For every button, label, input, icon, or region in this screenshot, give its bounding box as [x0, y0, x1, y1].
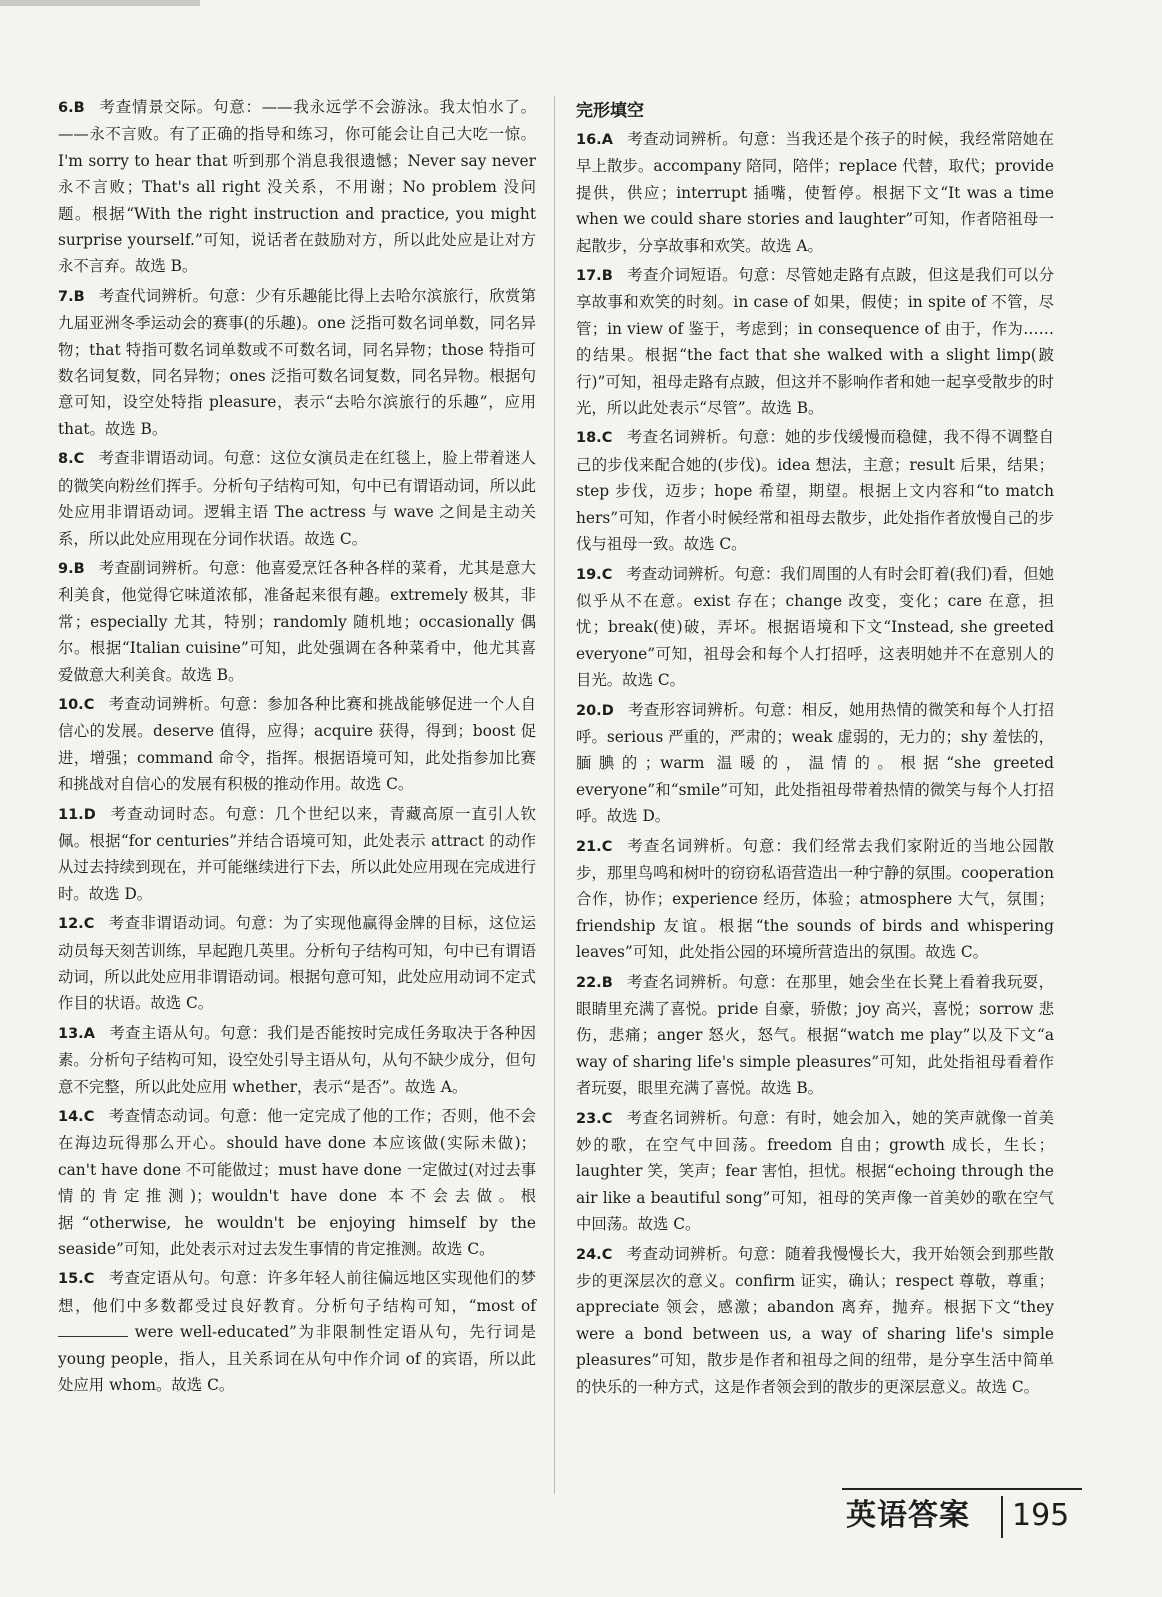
item-number: 11. — [58, 806, 84, 823]
item-explanation: 考查介词短语。句意：尽管她走路有点跛，但这是我们可以分享故事和欢笑的时刻。in case of 如果，假使；in spite of 不管，尽管；in view of 鉴于，考虑到；in consequence of 由于，作为……的结果。根据“the fact that she walked with a slight limp(跛行)”可知，祖母走路有点跛，但这并不影响作者和她一起享受散步的时光，所以此处表示“尽管”。故选 B。 — [576, 266, 1054, 418]
item-number: 19. — [576, 566, 602, 583]
item-explanation: 考查动词时态。句意：几个世纪以来，青藏高原一直引人钦佩。根据“for centuries”并结合语境可知，此处表示 attract 的动作从过去持续到现在，并可能继续进行下去，所以此处应用现在完成进行时。故选 D。 — [58, 804, 536, 903]
item-number: 10. — [58, 696, 84, 713]
item-answer: C — [601, 430, 613, 447]
item-number: 15. — [58, 1271, 84, 1288]
answer-item-10 — [58, 691, 536, 798]
answer-item-21 — [576, 833, 1054, 966]
item-explanation: 考查动词辨析。句意：随着我慢慢长大，我开始领会到那些散步的更深层次的意义。confirm 证实，确认；respect 尊敬，尊重；appreciate 领会，感激；abandon 离弃，抛弃。根据下文“they were a bond between us, a way of sharing life's simple pleasures”可知，散步是作者和祖母之间的纽带，是分享生活中简单的快乐的一种方式，这是作者领会到的散步的更深层意义。故选 C。 — [576, 1244, 1054, 1396]
item-number: 16. — [576, 132, 602, 148]
item-explanation: 考查动词辨析。句意：当我还是个孩子的时候，我经常陪她在早上散步。accompany 陪同，陪伴；replace 代替，取代；provide 提供，供应；interrupt 插嘴，使暂停。根据下文“It was a time when we could share stories and laughter”可知，作者陪祖母一起散步，分享故事和欢笑。故选 A。 — [576, 130, 1054, 255]
item-number: 8. — [58, 451, 74, 468]
item-explanation: 考查动词辨析。句意：参加各种比赛和挑战能够促进一个人自信心的发展。deserve 值得，应得；acquire 获得，得到；boost 促进，增强；command 命令，指挥。根据语境可知，此处指参加比赛和挑战对自信心的发展有积极的推动作用。故选 C。 — [58, 694, 536, 794]
item-explanation: 考查非谓语动词。句意：这位女演员走在红毯上，脸上带着迷人的微笑向粉丝们挥手。分析句子结构可知，句中已有谓语动词，所以此处应用非谓语动词。逻辑主语 The actress 与 wave 之间是主动关系，所以此处应用现在分词作状语。故选 C。 — [58, 449, 536, 548]
item-explanation: 考查代词辨析。句意：少有乐趣能比得上去哈尔滨旅行，欣赏第九届亚洲冬季运动会的赛事(的乐趣)。one 泛指可数名词单数，同名异物；that 特指可数名词单数或不可数名词，同名异物；those 特指可数名词复数，同名异物；ones 泛指可数名词复数，同名异物。根据句意可知，设空处特指 pleasure，表示“去哈尔滨旅行的乐趣”，应用 that。故选 B。 — [58, 286, 536, 438]
item-number: 24. — [576, 1246, 602, 1263]
answer-item-20 — [576, 697, 1054, 830]
answer-item-8 — [58, 445, 536, 552]
answer-item-17 — [576, 262, 1054, 421]
item-answer: B — [601, 974, 613, 991]
answer-item-16 — [576, 126, 1054, 259]
item-answer: D — [601, 702, 614, 719]
item-number: 14. — [58, 1109, 84, 1126]
item-answer: C — [83, 1271, 95, 1288]
item-explanation: 考查名词辨析。句意：在那里，她会坐在长凳上看着我玩耍，眼睛里充满了喜悦。pride 自豪，骄傲；joy 高兴，喜悦；sorrow 悲伤，悲痛；anger 怒火，怒气。根据“watch me play”以及下文“a way of sharing life's simple pleasures”可知，此处指祖母看着作者玩耍，眼里充满了喜悦。故选 B。 — [576, 972, 1054, 1098]
right-column — [576, 98, 1054, 1403]
item-answer: D — [83, 806, 96, 823]
item-number: 22. — [576, 974, 602, 991]
item-explanation-part1: 考查定语从句。句意：许多年轻人前往偏远地区实现他们的梦想，他们中多数都受过良好教育。分析句子结构可知，“most of — [58, 1269, 536, 1315]
answer-item-24 — [576, 1241, 1054, 1400]
item-answer: C — [601, 566, 613, 583]
item-answer: B — [601, 268, 613, 285]
answer-item-22 — [576, 969, 1054, 1102]
item-number: 20. — [576, 702, 602, 719]
answer-item-9 — [58, 555, 536, 688]
page-number: 195 — [1012, 1498, 1070, 1533]
section-title: 完形填空 — [576, 101, 644, 121]
item-answer: C — [601, 1246, 613, 1263]
answer-item-14 — [58, 1103, 536, 1262]
page-footer — [842, 1488, 1082, 1544]
item-number: 18. — [576, 430, 602, 447]
item-explanation: 考查名词辨析。句意：我们经常去我们家附近的当地公园散步，那里鸟鸣和树叶的窃窃私语营造出一种宁静的氛围。cooperation 合作，协作；experience 经历，体验；atmosphere 大气，氛围；friendship 友谊。根据“the sounds of birds and whispering leaves”可知，此处指公园的环境所营造出的氛围。故选 C。 — [576, 836, 1054, 962]
item-explanation: 考查名词辨析。句意：有时，她会加入，她的笑声就像一首美妙的歌，在空气中回荡。freedom 自由；growth 成长，生长；laughter 笑，笑声；fear 害怕，担忧。根据“echoing through the air like a beautiful song”可知，祖母的笑声像一首美妙的歌在空气中回荡。故选 C。 — [576, 1108, 1054, 1234]
item-answer: C — [83, 696, 95, 713]
item-number: 23. — [576, 1110, 602, 1127]
answer-item-19 — [576, 561, 1054, 694]
footer-rule — [842, 1488, 1082, 1490]
item-number: 7. — [58, 288, 74, 305]
item-explanation: 考查情景交际。句意：——我永远学不会游泳。我太怕水了。——永不言败。有了正确的指导和练习，你可能会让自己大吃一惊。I'm sorry to hear that 听到那个消息我很遗憾；Never say never 永不言败；That's all right 没关系，不用谢；No problem 没问题。根据“With the right instruction and practice, you might surprise yourself.”可知，说话者在鼓励对方，所以此处应是让对方永不言弃。故选 B。 — [58, 98, 536, 276]
fill-blank-line — [58, 1322, 128, 1337]
answer-item-12 — [58, 910, 536, 1017]
item-answer: A — [601, 132, 613, 148]
answer-item-18 — [576, 424, 1054, 557]
item-number: 17. — [576, 268, 602, 285]
item-explanation: 考查主语从句。句意：我们是否能按时完成任务取决于各种因素。分析句子结构可知，设空处引导主语从句，从句不缺少成分，但句意不完整，所以此处应用 whether，表示“是否”。故选 A。 — [58, 1023, 536, 1096]
item-number: 21. — [576, 838, 602, 855]
footer-title: 英语答案 — [846, 1498, 970, 1533]
item-answer: B — [73, 100, 85, 116]
item-number: 13. — [58, 1025, 84, 1042]
item-answer: B — [73, 288, 85, 305]
answer-item-6 — [58, 94, 536, 280]
item-explanation: 考查情态动词。句意：他一定完成了他的工作；否则，他不会在海边玩得那么开心。should have done 本应该做(实际未做)；can't have done 不可能做过；must have done 一定做过(对过去事情的肯定推测)；wouldn't have done 本不会去做。根据“otherwise, he wouldn't be enjoying himself by the seaside”可知，此处表示对过去发生事情的肯定推测。故选 C。 — [58, 1107, 536, 1259]
left-column — [58, 94, 536, 1402]
top-edge-rule — [0, 0, 200, 6]
answer-item-13 — [58, 1020, 536, 1100]
item-answer: B — [73, 560, 85, 577]
item-answer: C — [83, 916, 95, 933]
footer-separator — [1001, 1496, 1003, 1538]
column-divider — [554, 96, 555, 1494]
item-explanation: 考查副词辨析。句意：他喜爱烹饪各种各样的菜肴，尤其是意大利美食，他觉得它味道浓郁，准备起来很有趣。extremely 极其，非常；especially 尤其，特别；randomly 随机地；occasionally 偶尔。根据“Italian cuisine”可知，此处强调在各种菜肴中，他尤其喜爱做意大利美食。故选 B。 — [58, 558, 536, 684]
answer-item-7 — [58, 283, 536, 442]
item-explanation: 考查非谓语动词。句意：为了实现他赢得金牌的目标，这位运动员每天刻苦训练，早起跑几英里。分析句子结构可知，句中已有谓语动词，所以此处应用非谓语动词。根据句意可知，此处应用动词不定式作目的状语。故选 C。 — [58, 914, 536, 1013]
item-explanation: 考查动词辨析。句意：我们周围的人有时会盯着(我们)看，但她似乎从不在意。exist 存在；change 改变，变化；care 在意，担忧；break(使)破，弄坏。根据语境和下文“Instead, she greeted everyone”可知，祖母会和每个人打招呼，这表明她并不在意别人的目光。故选 C。 — [576, 564, 1054, 690]
item-answer: A — [83, 1025, 95, 1042]
item-number: 6. — [58, 100, 74, 116]
item-number: 12. — [58, 916, 84, 933]
item-explanation-part2: were well-educated”为非限制性定语从句，先行词是 young people，指人，且关系词在从句中作介词 of 的宾语，所以此处应用 whom。故选 C。 — [58, 1323, 536, 1395]
item-explanation: 考查名词辨析。句意：她的步伐缓慢而稳健，我不得不调整自己的步伐来配合她的(步伐)。idea 想法，主意；result 后果，结果；step 步伐，迈步；hope 希望，期望。根据上文内容和“to match hers”可知，作者小时候经常和祖母去散步，此处指作者放慢自己的步伐与祖母一致。故选 C。 — [576, 428, 1054, 554]
item-number: 9. — [58, 560, 74, 577]
item-answer: C — [601, 1110, 613, 1127]
item-answer: C — [83, 1109, 95, 1126]
answer-item-11 — [58, 801, 536, 908]
answer-item-15 — [58, 1265, 536, 1398]
item-answer: C — [601, 838, 613, 855]
answer-item-23 — [576, 1105, 1054, 1238]
item-explanation: 考查形容词辨析。句意：相反，她用热情的微笑和每个人打招呼。serious 严重的，严肃的；weak 虚弱的，无力的；shy 羞怯的，腼腆的；warm 温暖的，温情的。根据“she greeted everyone”和“smile”可知，此处指祖母带着热情的微笑与每个人打招呼。故选 D。 — [576, 700, 1054, 826]
item-answer: C — [73, 451, 85, 468]
